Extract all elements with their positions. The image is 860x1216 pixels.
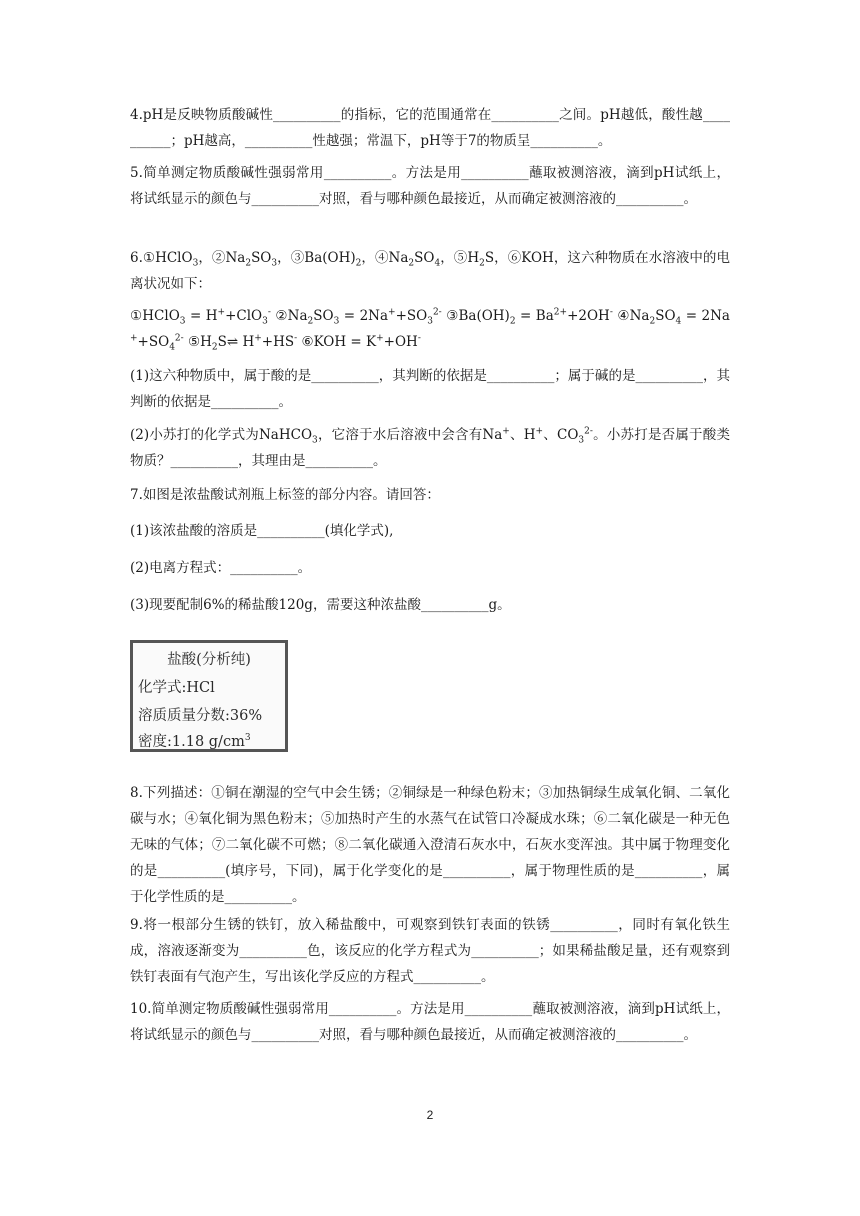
- label-formula: 化学式:HCl: [138, 680, 215, 696]
- question-8: 8.下列描述：①铜在潮湿的空气中会生锈；②铜绿是一种绿色粉末；③加热铜绿生成氧化铜、二氧化碳与水；④氧化铜为黑色粉末；⑤加热时产生的水蒸气在试管口冷凝成水珠；⑥二氧化碳是一种无色无味的气体；⑦二氧化碳不可燃；⑧二氧化碳通入澄清石灰水中，石灰水变浑浊。其中属于物理变化的是__________(填序号，下同)，属于化学变化的是__________，属于物理性质的是__________，属于化学性质的是__________。: [130, 785, 730, 905]
- question-7-part-1: (1)该浓盐酸的溶质是__________(填化学式),: [130, 523, 394, 539]
- question-7-intro: 7.如图是浓盐酸试剂瓶上标签的部分内容。请回答：: [130, 487, 440, 503]
- question-6-intro: 6.①HClO$_3$，$②Na_2SO_3$，$③Ba(OH)_2$，$④Na_2SO_4$，$⑤H_2S$，⑥KOH，这六种物质在水溶液中的电离状况如下：: [130, 250, 730, 292]
- label-title: 盐酸(分析纯): [167, 652, 251, 668]
- question-7-part-3: (3)现要配制6%的稀盐酸120g，需要这种浓盐酸__________g。: [130, 597, 511, 613]
- question-7-part-2: (2)电离方程式：__________。: [130, 560, 312, 576]
- question-10: 10.简单测定物质酸碱性强弱常用__________。方法是用__________蘸取被测溶液，滴到pH试纸上，将试纸显示的颜色与__________对照，看与哪种颜色最接近，从而确定被测溶液的__________。: [130, 1001, 730, 1043]
- label-density: 密度:1.18 $g/cm^3$: [138, 733, 251, 750]
- reagent-label-image: [130, 640, 288, 752]
- question-9: 9.将一根部分生锈的铁钉，放入稀盐酸中，可观察到铁钉表面的铁锈__________，同时有氧化铁生成，溶液逐渐变为__________色，该反应的化学方程式为__________；如果稀盐酸足量，还有观察到铁钉表面有气泡产生，写出该化学反应的方程式__________。: [130, 917, 730, 985]
- page-number: 2: [426, 1108, 434, 1122]
- ionization-equations: ①HClO$_3$ = H++ClO$_3$- $②Na_2SO_3 = 2Na^++SO_3^{2-}$ $③Ba(OH)_2 = Ba^{2+}+2OH^-$ $④Na_2SO_4 = 2Na^++SO_4^{2-}$ $⑤H_2S\rightleftharpoons$ H++HS- ⑥KOH = K++OH-: [130, 307, 730, 353]
- question-5: 5.简单测定物质酸碱性强弱常用__________。方法是用__________蘸取被测溶液，滴到pH试纸上，将试纸显示的颜色与__________对照，看与哪种颜色最接近，从而确定被测溶液的__________。: [130, 165, 730, 207]
- question-6-part-2: (2)小苏打的化学式为NaHCO$_3$，它溶于水后溶液中会含有Na+、H+、$CO_3^{2-}$。小苏打是否属于酸类物质？__________，其理由是__________。: [130, 426, 730, 469]
- question-6-part-1: (1)这六种物质中，属于酸的是__________，其判断的依据是__________；属于碱的是__________，其判断的依据是__________。: [130, 368, 730, 410]
- label-mass-fraction: 溶质质量分数:36%: [138, 708, 263, 724]
- question-4: 4.pH是反映物质酸碱性__________的指标，它的范围通常在__________之间。pH越低，酸性越__________；pH越高，__________性越强；常温下，pH等于7的物质呈__________。: [130, 107, 730, 149]
